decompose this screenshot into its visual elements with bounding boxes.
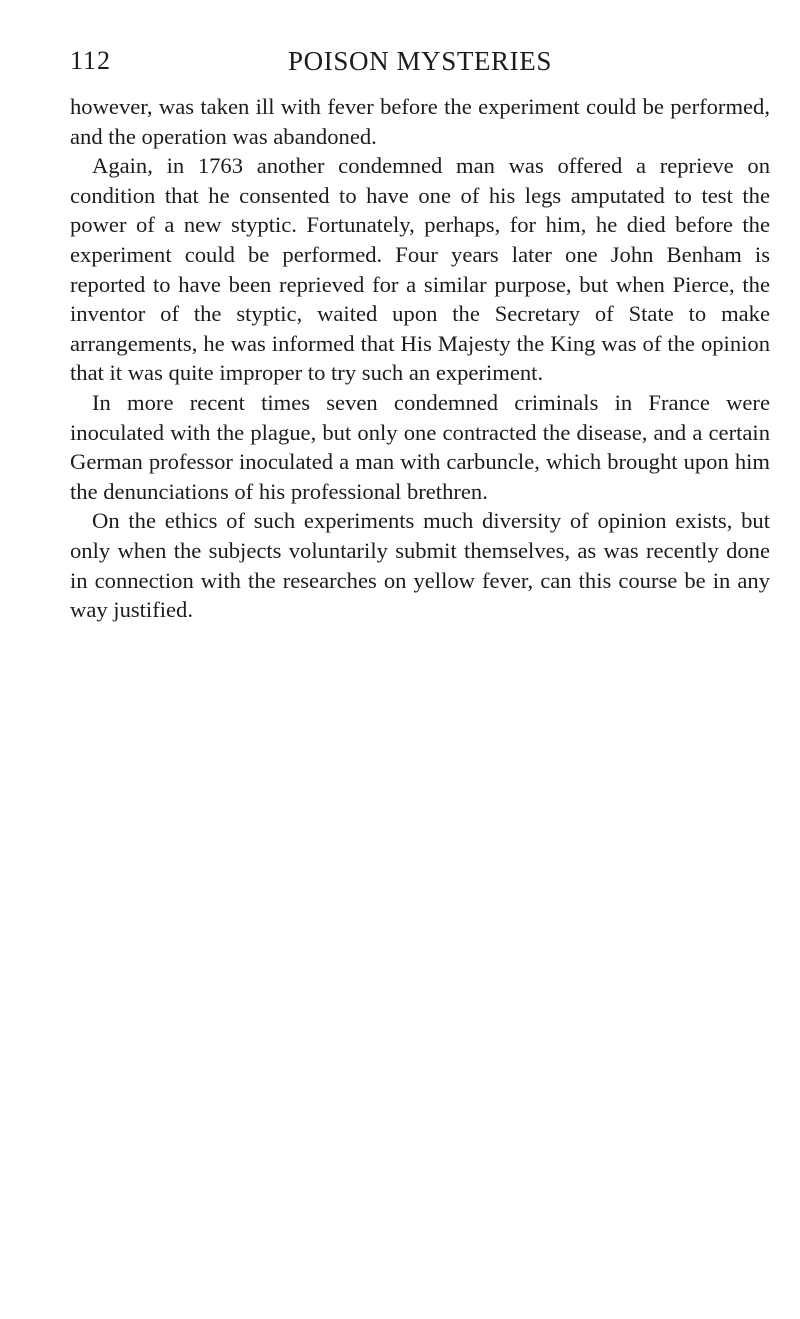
body-text: [70, 92, 770, 625]
book-page: [70, 42, 770, 625]
running-head: [70, 42, 770, 88]
paragraph: On the ethics of such experiments much diversity of opinion exists, but only when the subjects voluntarily submit themselves, as was recently done in connection with the researches on yellow fever, can this course be in any way justified.: [70, 508, 770, 623]
page-number: 112: [70, 46, 112, 75]
running-title: POISON MYSTERIES: [288, 46, 552, 76]
paragraph: In more recent times seven condemned criminals in France were inoculated with the plague, but only one contracted the disease, and a certain German professor inoculated a man with carbuncle, which brought upon him the denunciations of his professional brethren.: [70, 389, 770, 504]
paragraph: Again, in 1763 another condemned man was offered a reprieve on condition that he consented to have one of his legs amputated to test the power of a new styptic. Fortunately, perhaps, for him, he died before the experiment could be performed. Four years later one John Benham is reported to have been reprieved for a similar purpose, but when Pierce, the inventor of the styptic, waited upon the Secretary of State to make arrangements, he was informed that His Majesty the King was of the opinion that it was quite improper to try such an experiment.: [70, 153, 770, 386]
paragraph-continuation: however, was taken ill with fever before the experiment could be performed, and the operation was abandoned.: [70, 94, 770, 149]
